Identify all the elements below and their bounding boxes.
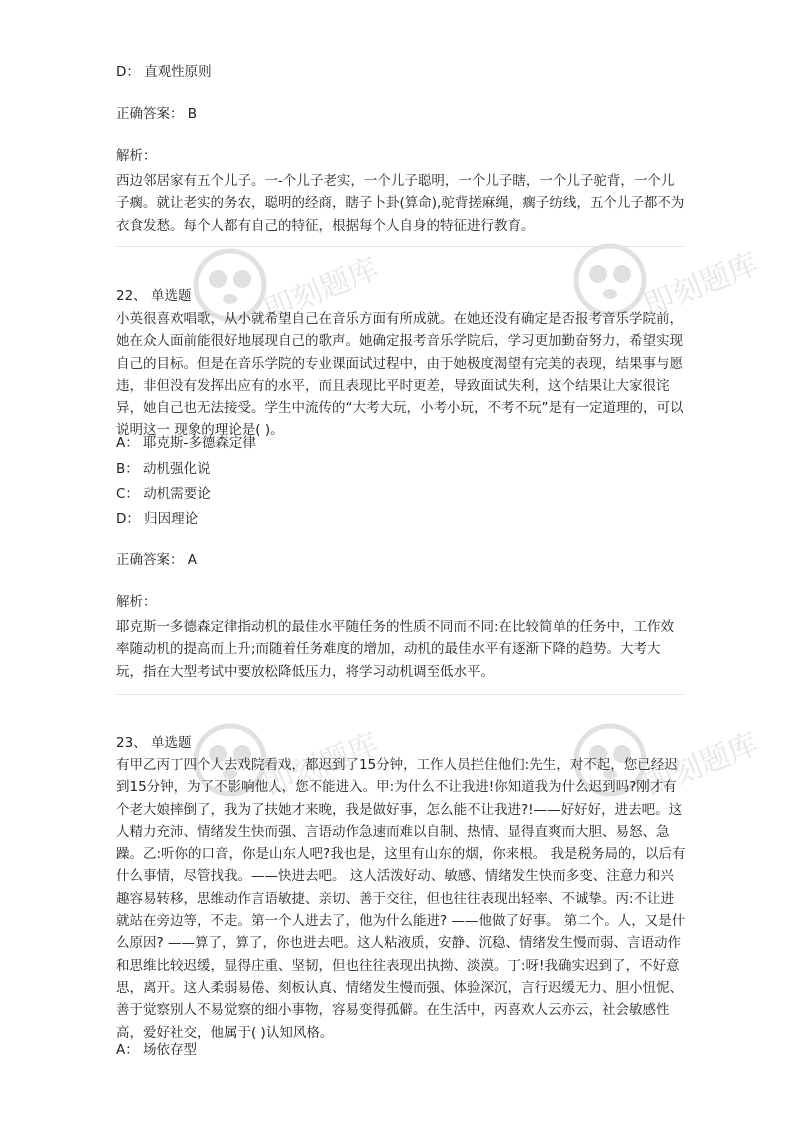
question-number: 22、 单选题	[116, 288, 192, 304]
analysis-text: 西边邻居家有五个儿子。一-个儿子老实，一个儿子聪明，一个儿子瞎，一个儿子驼背，一个儿子瘸。就让老实的务农，聪明的经商，瞎子卜卦(算命),驼背搓麻绳，瘸子纺线，五个儿子都不为衣食发愁。每个人都有自己的特征，根据每个人自身的特征进行教育。	[116, 173, 685, 234]
watermark-text: 即刻题库	[259, 726, 384, 804]
option-a: A： 场依存型	[116, 1042, 198, 1058]
watermark-text: 即刻题库	[259, 251, 384, 329]
question-divider	[116, 694, 684, 695]
correct-answer	[116, 550, 197, 570]
option-d: D： 归因理论	[116, 511, 199, 527]
question-stem: 小英很喜欢唱歌，从小就希望自己在音乐方面有所成就。在她还没有确定是否报考音乐学院前，她在众人面前能很好地展现自己的歌声。她确定报考音乐学院后，学习更加勤奋努力，希望实现自己的目标。但是在音乐学院的专业课面试过程中，由于她极度渴望有完美的表现，结果事与愿违，非但没有发挥出应有的水平，而且表现比平时更差，导致面试失利，这个结果让大家很诧异，她自己也无法接受。学生中流传的“大考大玩，小考小玩，不考不玩”是有一定道理的，可以说明这一 现象的理论是( )。	[116, 311, 684, 439]
answer-label: 正确答案：	[116, 552, 184, 568]
option-a: A： 耶克斯-多德森定律	[116, 435, 256, 451]
watermark-text: 即刻题库	[639, 726, 764, 804]
question-number: 23、 单选题	[116, 735, 192, 751]
analysis-text: 耶克斯一多德森定律指动机的最佳水平随任务的性质不同而不同:在比较简单的任务中，工作效率随动机的提高而上升;而随着任务难度的增加，动机的最佳水平有逐渐下降的趋势。大考大玩，指在大型考试中要放松降低压力，将学习动机调至低水平。	[116, 619, 675, 680]
option-c: C： 动机需要论	[116, 486, 211, 502]
answer-value: A	[187, 552, 198, 568]
watermark-text: 即刻题库	[639, 246, 764, 324]
question-stem: 有甲乙丙丁四个人去戏院看戏，都迟到了15分钟，工作人员拦住他们:先生，对不起，您已经迟到15分钟，为了不影响他人，您不能进入。甲:为什么不让我进!你知道我为什么迟到吗?刚才有个老大娘摔倒了，我为了扶她才来晚，我是做好事，怎么能不让我进?!——好好好，进去吧。这人精力充沛、情绪发生快而强、言语动作急速而难以自制、热情、显得直爽而大胆、易怒、急躁。乙:听你的口音，你是山东人吧?我也是，这里有山东的烟，你来根。 我是税务局的，以后有什么事情，尽管找我。——快进去吧。 这人活泼好动、敏感、情绪发生快而多变、注意力和兴趣容易转移，思维动作言语敏捷、亲切、善于交往，但也往往表现出轻率、不诚挚。丙:不让进就站在旁边等，不走。第一个人进去了，他为什么能进? ——他做了好事。 第二个。人，又是什么原因? ——算了，算了，你也进去吧。这人粘液质，安静、沉稳、情绪发生慢而弱、言语动作和思维比较迟缓，显得庄重、坚韧，但也往往表现出执拗、淡漠。丁:呀!我确实迟到了，不好意思，离开。这人柔弱易倦、刻板认真、情绪发生慢而强、体验深沉，言行迟缓无力、胆小忸怩、善于觉察别人不易觉察的细小事物，容易变得孤僻。在生活中，丙喜欢人云亦云，社会敏感性高，爱好社交，他属于( )认知风格。	[116, 757, 686, 1041]
analysis-label: 解析：	[116, 594, 157, 610]
question-divider	[116, 246, 684, 247]
answer-label: 正确答案：	[116, 106, 184, 122]
correct-answer	[116, 104, 197, 124]
option-d: D： 直观性原则	[116, 64, 212, 80]
option-b: B： 动机强化说	[116, 461, 211, 477]
analysis-label: 解析：	[116, 148, 157, 164]
answer-value: B	[187, 106, 198, 122]
